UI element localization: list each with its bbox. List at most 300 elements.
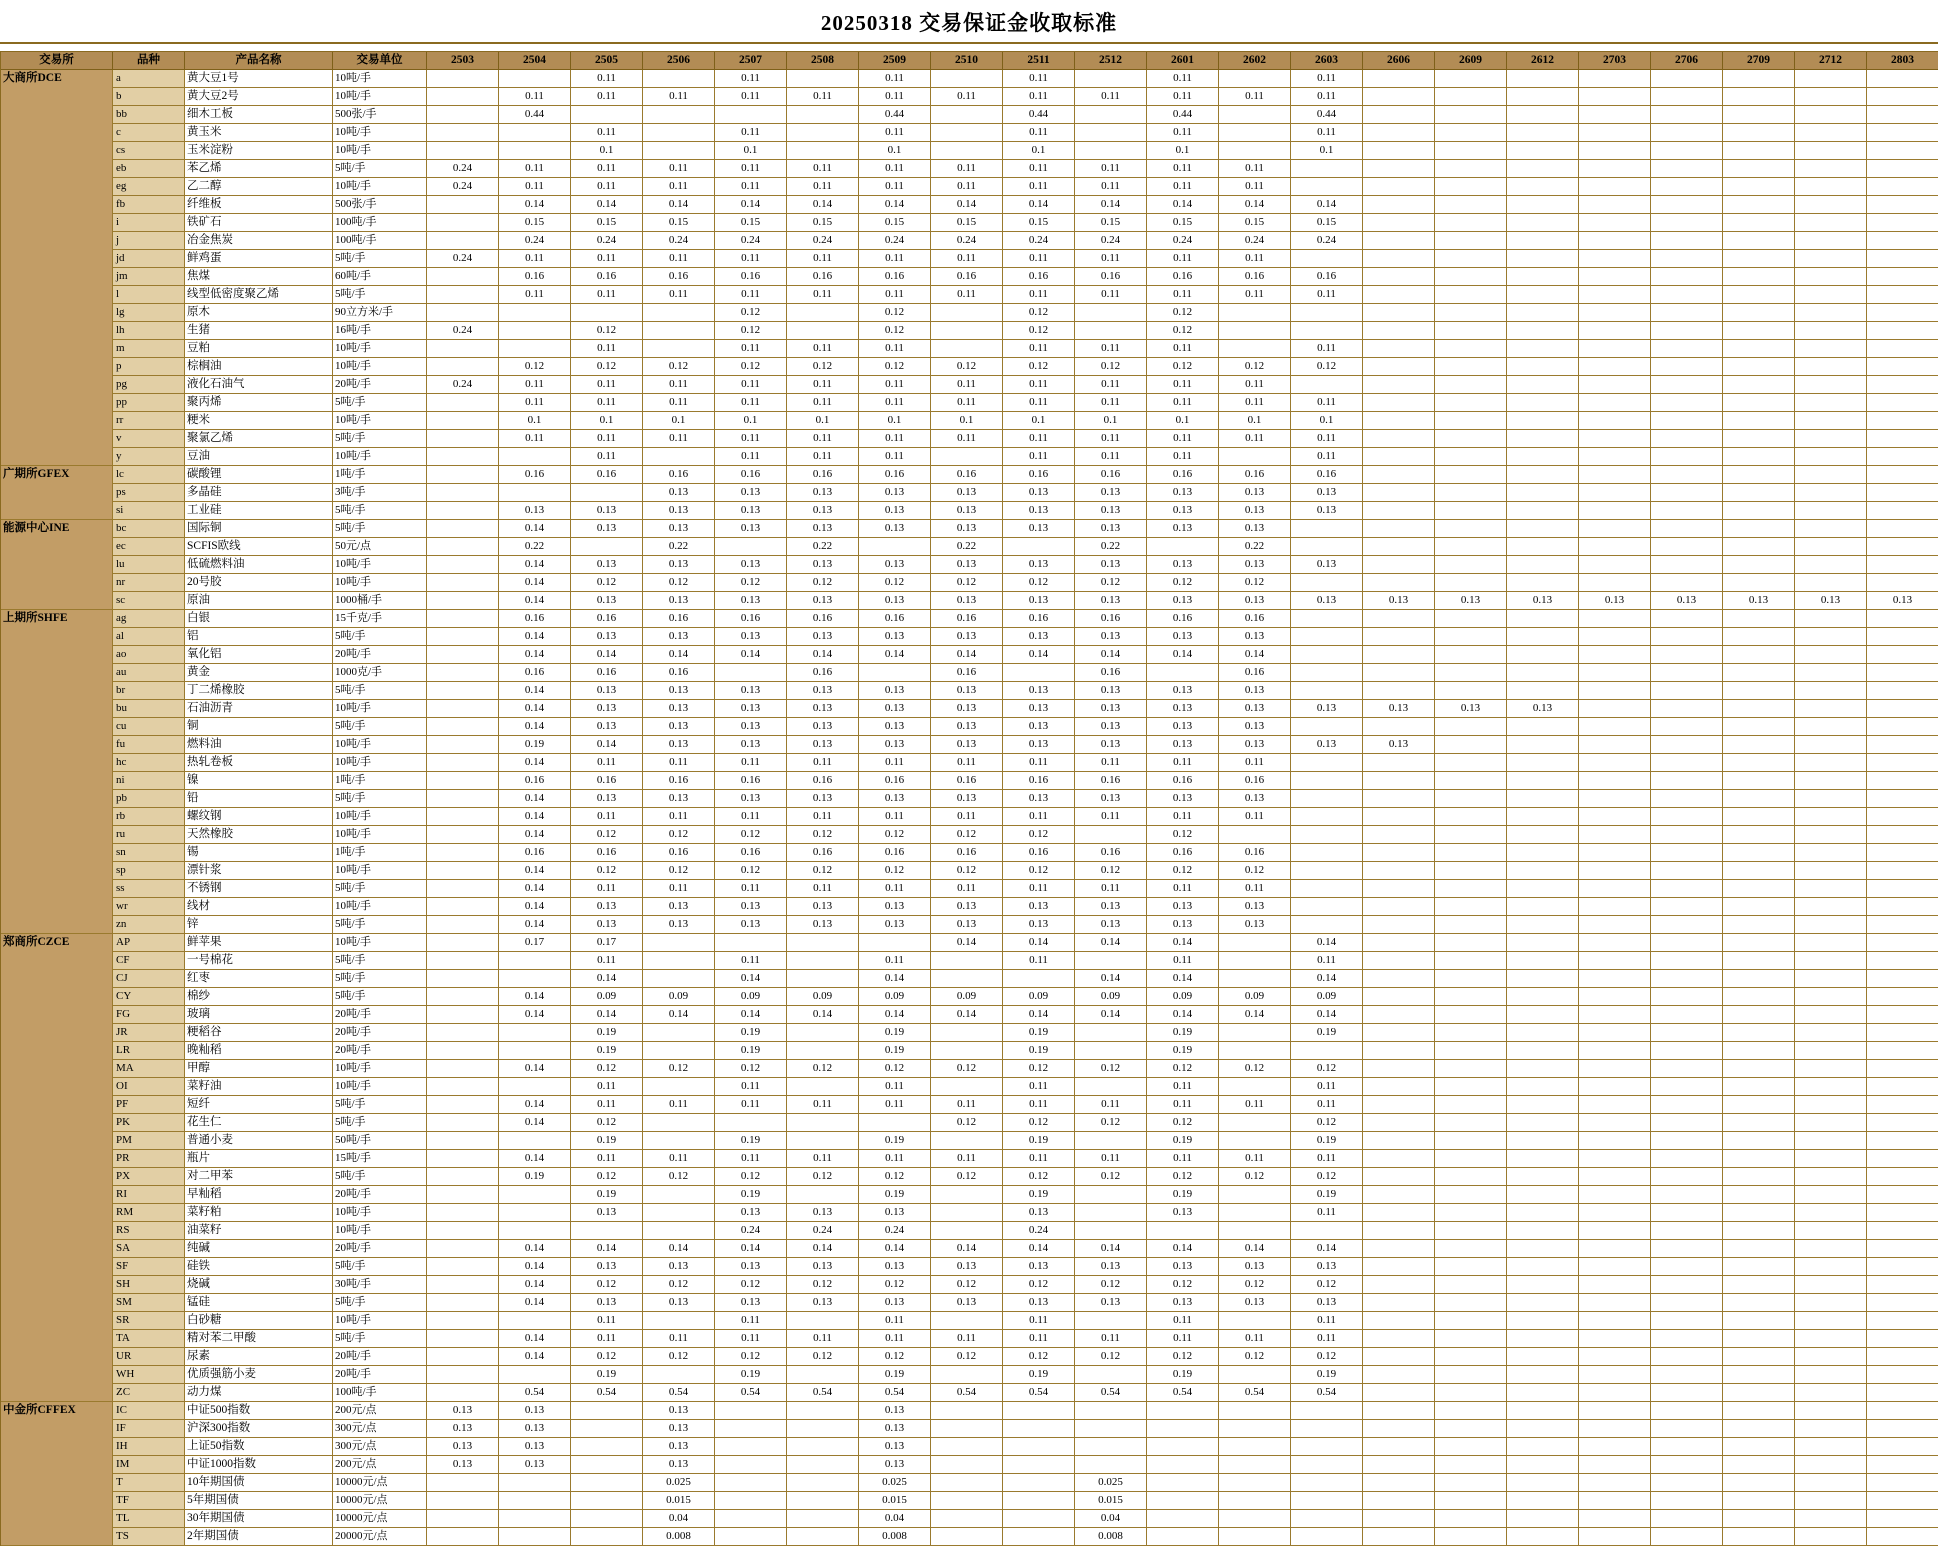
margin-value-cell[interactable] bbox=[1435, 214, 1507, 232]
margin-value-cell[interactable] bbox=[1867, 196, 1938, 214]
margin-value-cell[interactable] bbox=[1291, 160, 1363, 178]
margin-value-cell[interactable] bbox=[499, 124, 571, 142]
margin-value-cell[interactable]: 0.13 bbox=[1147, 520, 1219, 538]
margin-value-cell[interactable]: 0.13 bbox=[1075, 682, 1147, 700]
margin-value-cell[interactable]: 0.008 bbox=[859, 1528, 931, 1546]
margin-value-cell[interactable] bbox=[1363, 1024, 1435, 1042]
margin-value-cell[interactable] bbox=[787, 1114, 859, 1132]
margin-value-cell[interactable]: 0.13 bbox=[859, 1456, 931, 1474]
margin-value-cell[interactable]: 0.16 bbox=[499, 664, 571, 682]
margin-value-cell[interactable] bbox=[1579, 754, 1651, 772]
margin-value-cell[interactable] bbox=[1795, 70, 1867, 88]
trading-unit-cell[interactable]: 5吨/手 bbox=[333, 628, 427, 646]
margin-value-cell[interactable] bbox=[1795, 502, 1867, 520]
margin-value-cell[interactable] bbox=[787, 1456, 859, 1474]
margin-value-cell[interactable]: 0.13 bbox=[1147, 898, 1219, 916]
margin-value-cell[interactable]: 0.11 bbox=[859, 1312, 931, 1330]
margin-value-cell[interactable] bbox=[931, 142, 1003, 160]
margin-value-cell[interactable]: 0.13 bbox=[1291, 592, 1363, 610]
margin-value-cell[interactable] bbox=[1795, 484, 1867, 502]
margin-value-cell[interactable]: 0.14 bbox=[571, 196, 643, 214]
margin-value-cell[interactable]: 0.13 bbox=[715, 1294, 787, 1312]
margin-value-cell[interactable]: 0.24 bbox=[427, 178, 499, 196]
trading-unit-cell[interactable]: 10吨/手 bbox=[333, 934, 427, 952]
margin-value-cell[interactable] bbox=[787, 70, 859, 88]
margin-value-cell[interactable]: 0.16 bbox=[1003, 466, 1075, 484]
margin-value-cell[interactable] bbox=[1435, 1114, 1507, 1132]
margin-value-cell[interactable]: 0.13 bbox=[859, 916, 931, 934]
product-name-cell[interactable]: 中证1000指数 bbox=[185, 1456, 333, 1474]
variety-code-cell[interactable]: lh bbox=[113, 322, 185, 340]
margin-value-cell[interactable] bbox=[427, 646, 499, 664]
product-name-cell[interactable]: 黄大豆1号 bbox=[185, 70, 333, 88]
margin-value-cell[interactable] bbox=[1003, 664, 1075, 682]
margin-value-cell[interactable]: 0.13 bbox=[787, 736, 859, 754]
margin-value-cell[interactable]: 0.13 bbox=[787, 1204, 859, 1222]
margin-value-cell[interactable] bbox=[1363, 178, 1435, 196]
margin-value-cell[interactable]: 0.12 bbox=[1219, 358, 1291, 376]
margin-value-cell[interactable] bbox=[1723, 376, 1795, 394]
margin-value-cell[interactable] bbox=[1075, 826, 1147, 844]
margin-value-cell[interactable]: 0.1 bbox=[859, 142, 931, 160]
margin-value-cell[interactable] bbox=[787, 1420, 859, 1438]
margin-value-cell[interactable]: 0.24 bbox=[787, 1222, 859, 1240]
margin-value-cell[interactable]: 0.11 bbox=[931, 178, 1003, 196]
margin-value-cell[interactable] bbox=[1723, 250, 1795, 268]
margin-value-cell[interactable] bbox=[1579, 394, 1651, 412]
margin-value-cell[interactable]: 0.11 bbox=[1147, 376, 1219, 394]
margin-value-cell[interactable] bbox=[1579, 790, 1651, 808]
margin-value-cell[interactable]: 0.16 bbox=[859, 610, 931, 628]
margin-value-cell[interactable] bbox=[571, 106, 643, 124]
margin-value-cell[interactable]: 0.11 bbox=[715, 1330, 787, 1348]
margin-value-cell[interactable] bbox=[1795, 1438, 1867, 1456]
margin-value-cell[interactable]: 0.15 bbox=[859, 214, 931, 232]
margin-value-cell[interactable]: 0.19 bbox=[859, 1186, 931, 1204]
margin-value-cell[interactable] bbox=[499, 952, 571, 970]
margin-value-cell[interactable]: 0.14 bbox=[499, 1240, 571, 1258]
margin-value-cell[interactable] bbox=[1435, 1204, 1507, 1222]
margin-value-cell[interactable]: 0.13 bbox=[859, 898, 931, 916]
margin-value-cell[interactable] bbox=[1219, 1366, 1291, 1384]
margin-value-cell[interactable] bbox=[1795, 556, 1867, 574]
margin-value-cell[interactable] bbox=[1507, 448, 1579, 466]
margin-value-cell[interactable]: 0.11 bbox=[1147, 250, 1219, 268]
margin-value-cell[interactable]: 0.13 bbox=[571, 700, 643, 718]
margin-value-cell[interactable]: 0.16 bbox=[1147, 466, 1219, 484]
variety-code-cell[interactable]: TL bbox=[113, 1510, 185, 1528]
margin-value-cell[interactable]: 0.11 bbox=[931, 160, 1003, 178]
margin-value-cell[interactable]: 0.13 bbox=[931, 736, 1003, 754]
margin-value-cell[interactable]: 0.16 bbox=[1291, 466, 1363, 484]
margin-value-cell[interactable]: 0.13 bbox=[787, 556, 859, 574]
margin-value-cell[interactable]: 0.11 bbox=[1003, 952, 1075, 970]
margin-value-cell[interactable] bbox=[643, 322, 715, 340]
margin-value-cell[interactable] bbox=[1651, 196, 1723, 214]
margin-value-cell[interactable]: 0.12 bbox=[931, 1060, 1003, 1078]
margin-value-cell[interactable] bbox=[1291, 1042, 1363, 1060]
margin-value-cell[interactable]: 0.12 bbox=[1219, 574, 1291, 592]
margin-value-cell[interactable] bbox=[1795, 1132, 1867, 1150]
margin-value-cell[interactable] bbox=[1867, 916, 1938, 934]
trading-unit-cell[interactable]: 10吨/手 bbox=[333, 178, 427, 196]
margin-value-cell[interactable] bbox=[1507, 88, 1579, 106]
margin-value-cell[interactable]: 0.16 bbox=[1075, 844, 1147, 862]
margin-value-cell[interactable]: 0.11 bbox=[1147, 1312, 1219, 1330]
margin-value-cell[interactable]: 0.12 bbox=[931, 1276, 1003, 1294]
margin-value-cell[interactable] bbox=[1795, 1492, 1867, 1510]
margin-value-cell[interactable] bbox=[1651, 142, 1723, 160]
margin-value-cell[interactable]: 0.13 bbox=[787, 484, 859, 502]
margin-value-cell[interactable] bbox=[1507, 880, 1579, 898]
margin-value-cell[interactable]: 0.13 bbox=[787, 592, 859, 610]
margin-value-cell[interactable] bbox=[1507, 1186, 1579, 1204]
margin-value-cell[interactable] bbox=[1435, 574, 1507, 592]
margin-value-cell[interactable] bbox=[1867, 934, 1938, 952]
margin-value-cell[interactable] bbox=[1507, 250, 1579, 268]
margin-value-cell[interactable] bbox=[1363, 340, 1435, 358]
margin-value-cell[interactable] bbox=[427, 718, 499, 736]
margin-value-cell[interactable]: 0.15 bbox=[1075, 214, 1147, 232]
margin-value-cell[interactable]: 0.13 bbox=[427, 1402, 499, 1420]
margin-value-cell[interactable]: 0.16 bbox=[859, 844, 931, 862]
margin-value-cell[interactable] bbox=[1363, 1366, 1435, 1384]
margin-value-cell[interactable]: 0.11 bbox=[1219, 394, 1291, 412]
margin-value-cell[interactable]: 0.13 bbox=[1003, 484, 1075, 502]
margin-value-cell[interactable] bbox=[1579, 268, 1651, 286]
variety-code-cell[interactable]: sc bbox=[113, 592, 185, 610]
margin-value-cell[interactable]: 0.11 bbox=[499, 160, 571, 178]
margin-value-cell[interactable] bbox=[1651, 538, 1723, 556]
product-name-cell[interactable]: 硅铁 bbox=[185, 1258, 333, 1276]
margin-value-cell[interactable] bbox=[1795, 1276, 1867, 1294]
margin-value-cell[interactable]: 0.12 bbox=[499, 358, 571, 376]
margin-value-cell[interactable] bbox=[1723, 988, 1795, 1006]
margin-value-cell[interactable] bbox=[1867, 1060, 1938, 1078]
margin-value-cell[interactable]: 0.11 bbox=[715, 1312, 787, 1330]
margin-value-cell[interactable] bbox=[643, 448, 715, 466]
margin-value-cell[interactable]: 0.24 bbox=[787, 232, 859, 250]
margin-value-cell[interactable]: 0.11 bbox=[571, 952, 643, 970]
exchange-label[interactable]: 上期所SHFE bbox=[1, 610, 113, 934]
margin-value-cell[interactable] bbox=[1363, 1186, 1435, 1204]
margin-value-cell[interactable] bbox=[1435, 880, 1507, 898]
margin-value-cell[interactable] bbox=[1867, 700, 1938, 718]
margin-value-cell[interactable] bbox=[1435, 1366, 1507, 1384]
margin-value-cell[interactable] bbox=[1435, 502, 1507, 520]
margin-value-cell[interactable]: 0.11 bbox=[1219, 286, 1291, 304]
product-name-cell[interactable]: 菜籽油 bbox=[185, 1078, 333, 1096]
margin-value-cell[interactable]: 0.16 bbox=[643, 664, 715, 682]
margin-value-cell[interactable] bbox=[1579, 664, 1651, 682]
margin-value-cell[interactable] bbox=[1795, 1294, 1867, 1312]
margin-value-cell[interactable] bbox=[787, 1078, 859, 1096]
margin-value-cell[interactable]: 0.09 bbox=[787, 988, 859, 1006]
margin-value-cell[interactable] bbox=[427, 430, 499, 448]
margin-value-cell[interactable]: 0.14 bbox=[1219, 1006, 1291, 1024]
margin-value-cell[interactable]: 0.13 bbox=[571, 520, 643, 538]
margin-value-cell[interactable] bbox=[787, 1510, 859, 1528]
product-name-cell[interactable]: 原油 bbox=[185, 592, 333, 610]
margin-value-cell[interactable] bbox=[499, 1132, 571, 1150]
trading-unit-cell[interactable]: 60吨/手 bbox=[333, 268, 427, 286]
margin-value-cell[interactable] bbox=[1075, 1204, 1147, 1222]
margin-value-cell[interactable] bbox=[1291, 880, 1363, 898]
margin-value-cell[interactable]: 0.14 bbox=[499, 808, 571, 826]
margin-value-cell[interactable] bbox=[1867, 844, 1938, 862]
margin-value-cell[interactable]: 0.14 bbox=[1147, 934, 1219, 952]
margin-value-cell[interactable]: 0.13 bbox=[1219, 790, 1291, 808]
margin-value-cell[interactable] bbox=[1219, 1510, 1291, 1528]
margin-value-cell[interactable]: 0.14 bbox=[1291, 196, 1363, 214]
margin-value-cell[interactable] bbox=[1867, 250, 1938, 268]
margin-value-cell[interactable] bbox=[1147, 1492, 1219, 1510]
margin-value-cell[interactable] bbox=[499, 1186, 571, 1204]
margin-value-cell[interactable]: 0.11 bbox=[859, 340, 931, 358]
margin-value-cell[interactable] bbox=[1651, 682, 1723, 700]
margin-value-cell[interactable]: 0.13 bbox=[1507, 700, 1579, 718]
margin-value-cell[interactable]: 0.12 bbox=[1003, 1114, 1075, 1132]
margin-value-cell[interactable]: 0.14 bbox=[1003, 646, 1075, 664]
product-name-cell[interactable]: 锡 bbox=[185, 844, 333, 862]
margin-value-cell[interactable]: 0.12 bbox=[787, 1276, 859, 1294]
margin-value-cell[interactable]: 0.19 bbox=[715, 1186, 787, 1204]
margin-value-cell[interactable]: 0.13 bbox=[715, 556, 787, 574]
margin-value-cell[interactable] bbox=[1435, 430, 1507, 448]
margin-value-cell[interactable] bbox=[1579, 1510, 1651, 1528]
margin-value-cell[interactable]: 0.13 bbox=[787, 700, 859, 718]
margin-value-cell[interactable] bbox=[1795, 1096, 1867, 1114]
margin-value-cell[interactable] bbox=[427, 592, 499, 610]
margin-value-cell[interactable]: 0.19 bbox=[1003, 1186, 1075, 1204]
margin-value-cell[interactable]: 0.11 bbox=[571, 430, 643, 448]
margin-value-cell[interactable] bbox=[1003, 1528, 1075, 1546]
margin-value-cell[interactable] bbox=[1579, 1096, 1651, 1114]
margin-value-cell[interactable]: 0.13 bbox=[1219, 700, 1291, 718]
margin-value-cell[interactable] bbox=[1435, 250, 1507, 268]
margin-value-cell[interactable]: 0.16 bbox=[715, 844, 787, 862]
margin-value-cell[interactable] bbox=[1507, 898, 1579, 916]
margin-value-cell[interactable]: 0.11 bbox=[1291, 1078, 1363, 1096]
margin-value-cell[interactable]: 0.14 bbox=[499, 898, 571, 916]
margin-value-cell[interactable]: 0.11 bbox=[1003, 340, 1075, 358]
margin-value-cell[interactable] bbox=[1867, 898, 1938, 916]
margin-value-cell[interactable] bbox=[427, 1492, 499, 1510]
trading-unit-cell[interactable]: 20吨/手 bbox=[333, 1240, 427, 1258]
margin-value-cell[interactable] bbox=[1435, 664, 1507, 682]
margin-value-cell[interactable]: 0.13 bbox=[1147, 1258, 1219, 1276]
margin-value-cell[interactable] bbox=[427, 952, 499, 970]
margin-value-cell[interactable] bbox=[1147, 1528, 1219, 1546]
margin-value-cell[interactable]: 0.11 bbox=[715, 340, 787, 358]
margin-value-cell[interactable] bbox=[499, 1078, 571, 1096]
margin-value-cell[interactable]: 0.13 bbox=[1003, 1294, 1075, 1312]
product-name-cell[interactable]: 纯碱 bbox=[185, 1240, 333, 1258]
contract-month-header[interactable]: 2602 bbox=[1219, 52, 1291, 70]
margin-value-cell[interactable]: 0.14 bbox=[1075, 970, 1147, 988]
margin-value-cell[interactable] bbox=[1867, 772, 1938, 790]
margin-value-cell[interactable] bbox=[427, 610, 499, 628]
margin-value-cell[interactable] bbox=[1867, 970, 1938, 988]
margin-value-cell[interactable]: 0.15 bbox=[643, 214, 715, 232]
margin-value-cell[interactable] bbox=[1363, 268, 1435, 286]
margin-value-cell[interactable] bbox=[1723, 916, 1795, 934]
margin-value-cell[interactable]: 0.12 bbox=[787, 1168, 859, 1186]
margin-value-cell[interactable]: 0.11 bbox=[1075, 1096, 1147, 1114]
variety-code-cell[interactable]: SF bbox=[113, 1258, 185, 1276]
margin-value-cell[interactable]: 0.12 bbox=[787, 862, 859, 880]
product-name-cell[interactable]: 油菜籽 bbox=[185, 1222, 333, 1240]
margin-value-cell[interactable] bbox=[427, 1240, 499, 1258]
margin-value-cell[interactable] bbox=[643, 340, 715, 358]
margin-value-cell[interactable]: 0.1 bbox=[715, 412, 787, 430]
variety-code-cell[interactable]: m bbox=[113, 340, 185, 358]
margin-value-cell[interactable]: 0.11 bbox=[859, 754, 931, 772]
margin-value-cell[interactable] bbox=[1651, 1096, 1723, 1114]
margin-value-cell[interactable]: 0.12 bbox=[1003, 574, 1075, 592]
variety-code-cell[interactable]: PX bbox=[113, 1168, 185, 1186]
margin-value-cell[interactable] bbox=[1435, 1222, 1507, 1240]
margin-value-cell[interactable]: 0.11 bbox=[1075, 448, 1147, 466]
margin-value-cell[interactable] bbox=[715, 664, 787, 682]
product-name-cell[interactable]: 铜 bbox=[185, 718, 333, 736]
margin-value-cell[interactable]: 0.19 bbox=[1291, 1024, 1363, 1042]
margin-value-cell[interactable] bbox=[1723, 1132, 1795, 1150]
variety-code-cell[interactable]: br bbox=[113, 682, 185, 700]
margin-value-cell[interactable] bbox=[1579, 160, 1651, 178]
trading-unit-cell[interactable]: 5吨/手 bbox=[333, 790, 427, 808]
margin-value-cell[interactable]: 0.11 bbox=[1147, 1078, 1219, 1096]
margin-value-cell[interactable] bbox=[1435, 1312, 1507, 1330]
margin-value-cell[interactable]: 0.13 bbox=[1003, 1204, 1075, 1222]
margin-value-cell[interactable]: 0.11 bbox=[931, 286, 1003, 304]
margin-value-cell[interactable]: 0.14 bbox=[499, 520, 571, 538]
margin-value-cell[interactable]: 0.13 bbox=[715, 718, 787, 736]
margin-value-cell[interactable]: 0.14 bbox=[499, 700, 571, 718]
trading-unit-cell[interactable]: 5吨/手 bbox=[333, 286, 427, 304]
margin-value-cell[interactable]: 0.11 bbox=[1147, 88, 1219, 106]
margin-value-cell[interactable] bbox=[427, 412, 499, 430]
margin-value-cell[interactable] bbox=[1651, 718, 1723, 736]
margin-value-cell[interactable]: 0.12 bbox=[787, 358, 859, 376]
margin-value-cell[interactable] bbox=[427, 700, 499, 718]
exchange-label[interactable]: 大商所DCE bbox=[1, 70, 113, 466]
margin-value-cell[interactable] bbox=[1867, 322, 1938, 340]
margin-value-cell[interactable]: 0.24 bbox=[427, 376, 499, 394]
margin-value-cell[interactable] bbox=[1723, 1366, 1795, 1384]
margin-value-cell[interactable] bbox=[1003, 1420, 1075, 1438]
margin-value-cell[interactable] bbox=[643, 142, 715, 160]
margin-value-cell[interactable]: 0.54 bbox=[1147, 1384, 1219, 1402]
margin-value-cell[interactable]: 0.12 bbox=[1147, 826, 1219, 844]
margin-value-cell[interactable] bbox=[1579, 1222, 1651, 1240]
margin-value-cell[interactable] bbox=[499, 322, 571, 340]
margin-value-cell[interactable] bbox=[931, 124, 1003, 142]
margin-value-cell[interactable] bbox=[1867, 664, 1938, 682]
margin-value-cell[interactable]: 0.13 bbox=[643, 898, 715, 916]
product-name-cell[interactable]: 优质强筋小麦 bbox=[185, 1366, 333, 1384]
margin-value-cell[interactable]: 0.11 bbox=[1075, 178, 1147, 196]
variety-code-cell[interactable]: JR bbox=[113, 1024, 185, 1042]
margin-value-cell[interactable] bbox=[1075, 1132, 1147, 1150]
margin-value-cell[interactable] bbox=[1867, 1276, 1938, 1294]
margin-value-cell[interactable] bbox=[931, 1222, 1003, 1240]
margin-value-cell[interactable]: 0.1 bbox=[571, 142, 643, 160]
margin-value-cell[interactable]: 0.12 bbox=[643, 1276, 715, 1294]
margin-value-cell[interactable]: 0.13 bbox=[1363, 592, 1435, 610]
margin-value-cell[interactable] bbox=[1363, 664, 1435, 682]
product-name-cell[interactable]: 工业硅 bbox=[185, 502, 333, 520]
margin-value-cell[interactable] bbox=[1291, 664, 1363, 682]
margin-value-cell[interactable] bbox=[1723, 358, 1795, 376]
margin-value-cell[interactable] bbox=[1291, 322, 1363, 340]
margin-value-cell[interactable] bbox=[1723, 790, 1795, 808]
margin-value-cell[interactable] bbox=[1795, 322, 1867, 340]
margin-value-cell[interactable] bbox=[1219, 1456, 1291, 1474]
margin-value-cell[interactable] bbox=[1867, 1042, 1938, 1060]
margin-value-cell[interactable]: 0.54 bbox=[1219, 1384, 1291, 1402]
margin-value-cell[interactable]: 0.11 bbox=[1291, 448, 1363, 466]
margin-value-cell[interactable]: 0.13 bbox=[1507, 592, 1579, 610]
product-name-cell[interactable]: 天然橡胶 bbox=[185, 826, 333, 844]
trading-unit-cell[interactable]: 10吨/手 bbox=[333, 736, 427, 754]
margin-value-cell[interactable] bbox=[1507, 1330, 1579, 1348]
margin-value-cell[interactable]: 0.19 bbox=[715, 1366, 787, 1384]
margin-value-cell[interactable]: 0.12 bbox=[571, 358, 643, 376]
margin-value-cell[interactable]: 0.14 bbox=[1147, 1240, 1219, 1258]
trading-unit-cell[interactable]: 1000克/手 bbox=[333, 664, 427, 682]
trading-unit-cell[interactable]: 5吨/手 bbox=[333, 1114, 427, 1132]
margin-value-cell[interactable] bbox=[427, 1150, 499, 1168]
margin-value-cell[interactable]: 0.12 bbox=[715, 1276, 787, 1294]
margin-value-cell[interactable] bbox=[1651, 412, 1723, 430]
margin-value-cell[interactable] bbox=[1075, 106, 1147, 124]
margin-value-cell[interactable] bbox=[1795, 1312, 1867, 1330]
margin-value-cell[interactable]: 0.16 bbox=[1147, 268, 1219, 286]
margin-value-cell[interactable] bbox=[1579, 826, 1651, 844]
margin-value-cell[interactable]: 0.13 bbox=[787, 898, 859, 916]
margin-value-cell[interactable] bbox=[1435, 898, 1507, 916]
product-name-cell[interactable]: 漂针浆 bbox=[185, 862, 333, 880]
trading-unit-cell[interactable]: 20吨/手 bbox=[333, 1348, 427, 1366]
margin-value-cell[interactable]: 0.11 bbox=[571, 448, 643, 466]
margin-value-cell[interactable] bbox=[1507, 142, 1579, 160]
margin-value-cell[interactable]: 0.54 bbox=[1075, 1384, 1147, 1402]
margin-value-cell[interactable]: 0.12 bbox=[1147, 862, 1219, 880]
variety-code-cell[interactable]: RI bbox=[113, 1186, 185, 1204]
margin-value-cell[interactable] bbox=[1867, 1330, 1938, 1348]
margin-value-cell[interactable]: 0.14 bbox=[499, 1348, 571, 1366]
margin-value-cell[interactable]: 0.12 bbox=[1291, 1114, 1363, 1132]
margin-value-cell[interactable]: 0.015 bbox=[643, 1492, 715, 1510]
margin-value-cell[interactable]: 0.13 bbox=[1003, 1258, 1075, 1276]
margin-value-cell[interactable]: 0.1 bbox=[571, 412, 643, 430]
margin-value-cell[interactable] bbox=[1867, 1402, 1938, 1420]
margin-value-cell[interactable] bbox=[1723, 214, 1795, 232]
margin-value-cell[interactable] bbox=[1651, 610, 1723, 628]
margin-value-cell[interactable]: 0.11 bbox=[499, 250, 571, 268]
margin-value-cell[interactable]: 0.14 bbox=[1075, 196, 1147, 214]
margin-value-cell[interactable] bbox=[427, 736, 499, 754]
margin-value-cell[interactable]: 0.11 bbox=[1003, 376, 1075, 394]
margin-value-cell[interactable]: 0.13 bbox=[931, 556, 1003, 574]
margin-value-cell[interactable]: 0.12 bbox=[1003, 1348, 1075, 1366]
margin-value-cell[interactable] bbox=[427, 790, 499, 808]
margin-value-cell[interactable] bbox=[427, 1024, 499, 1042]
margin-value-cell[interactable]: 0.11 bbox=[1003, 70, 1075, 88]
margin-value-cell[interactable]: 0.11 bbox=[1003, 1078, 1075, 1096]
margin-value-cell[interactable] bbox=[1435, 1420, 1507, 1438]
